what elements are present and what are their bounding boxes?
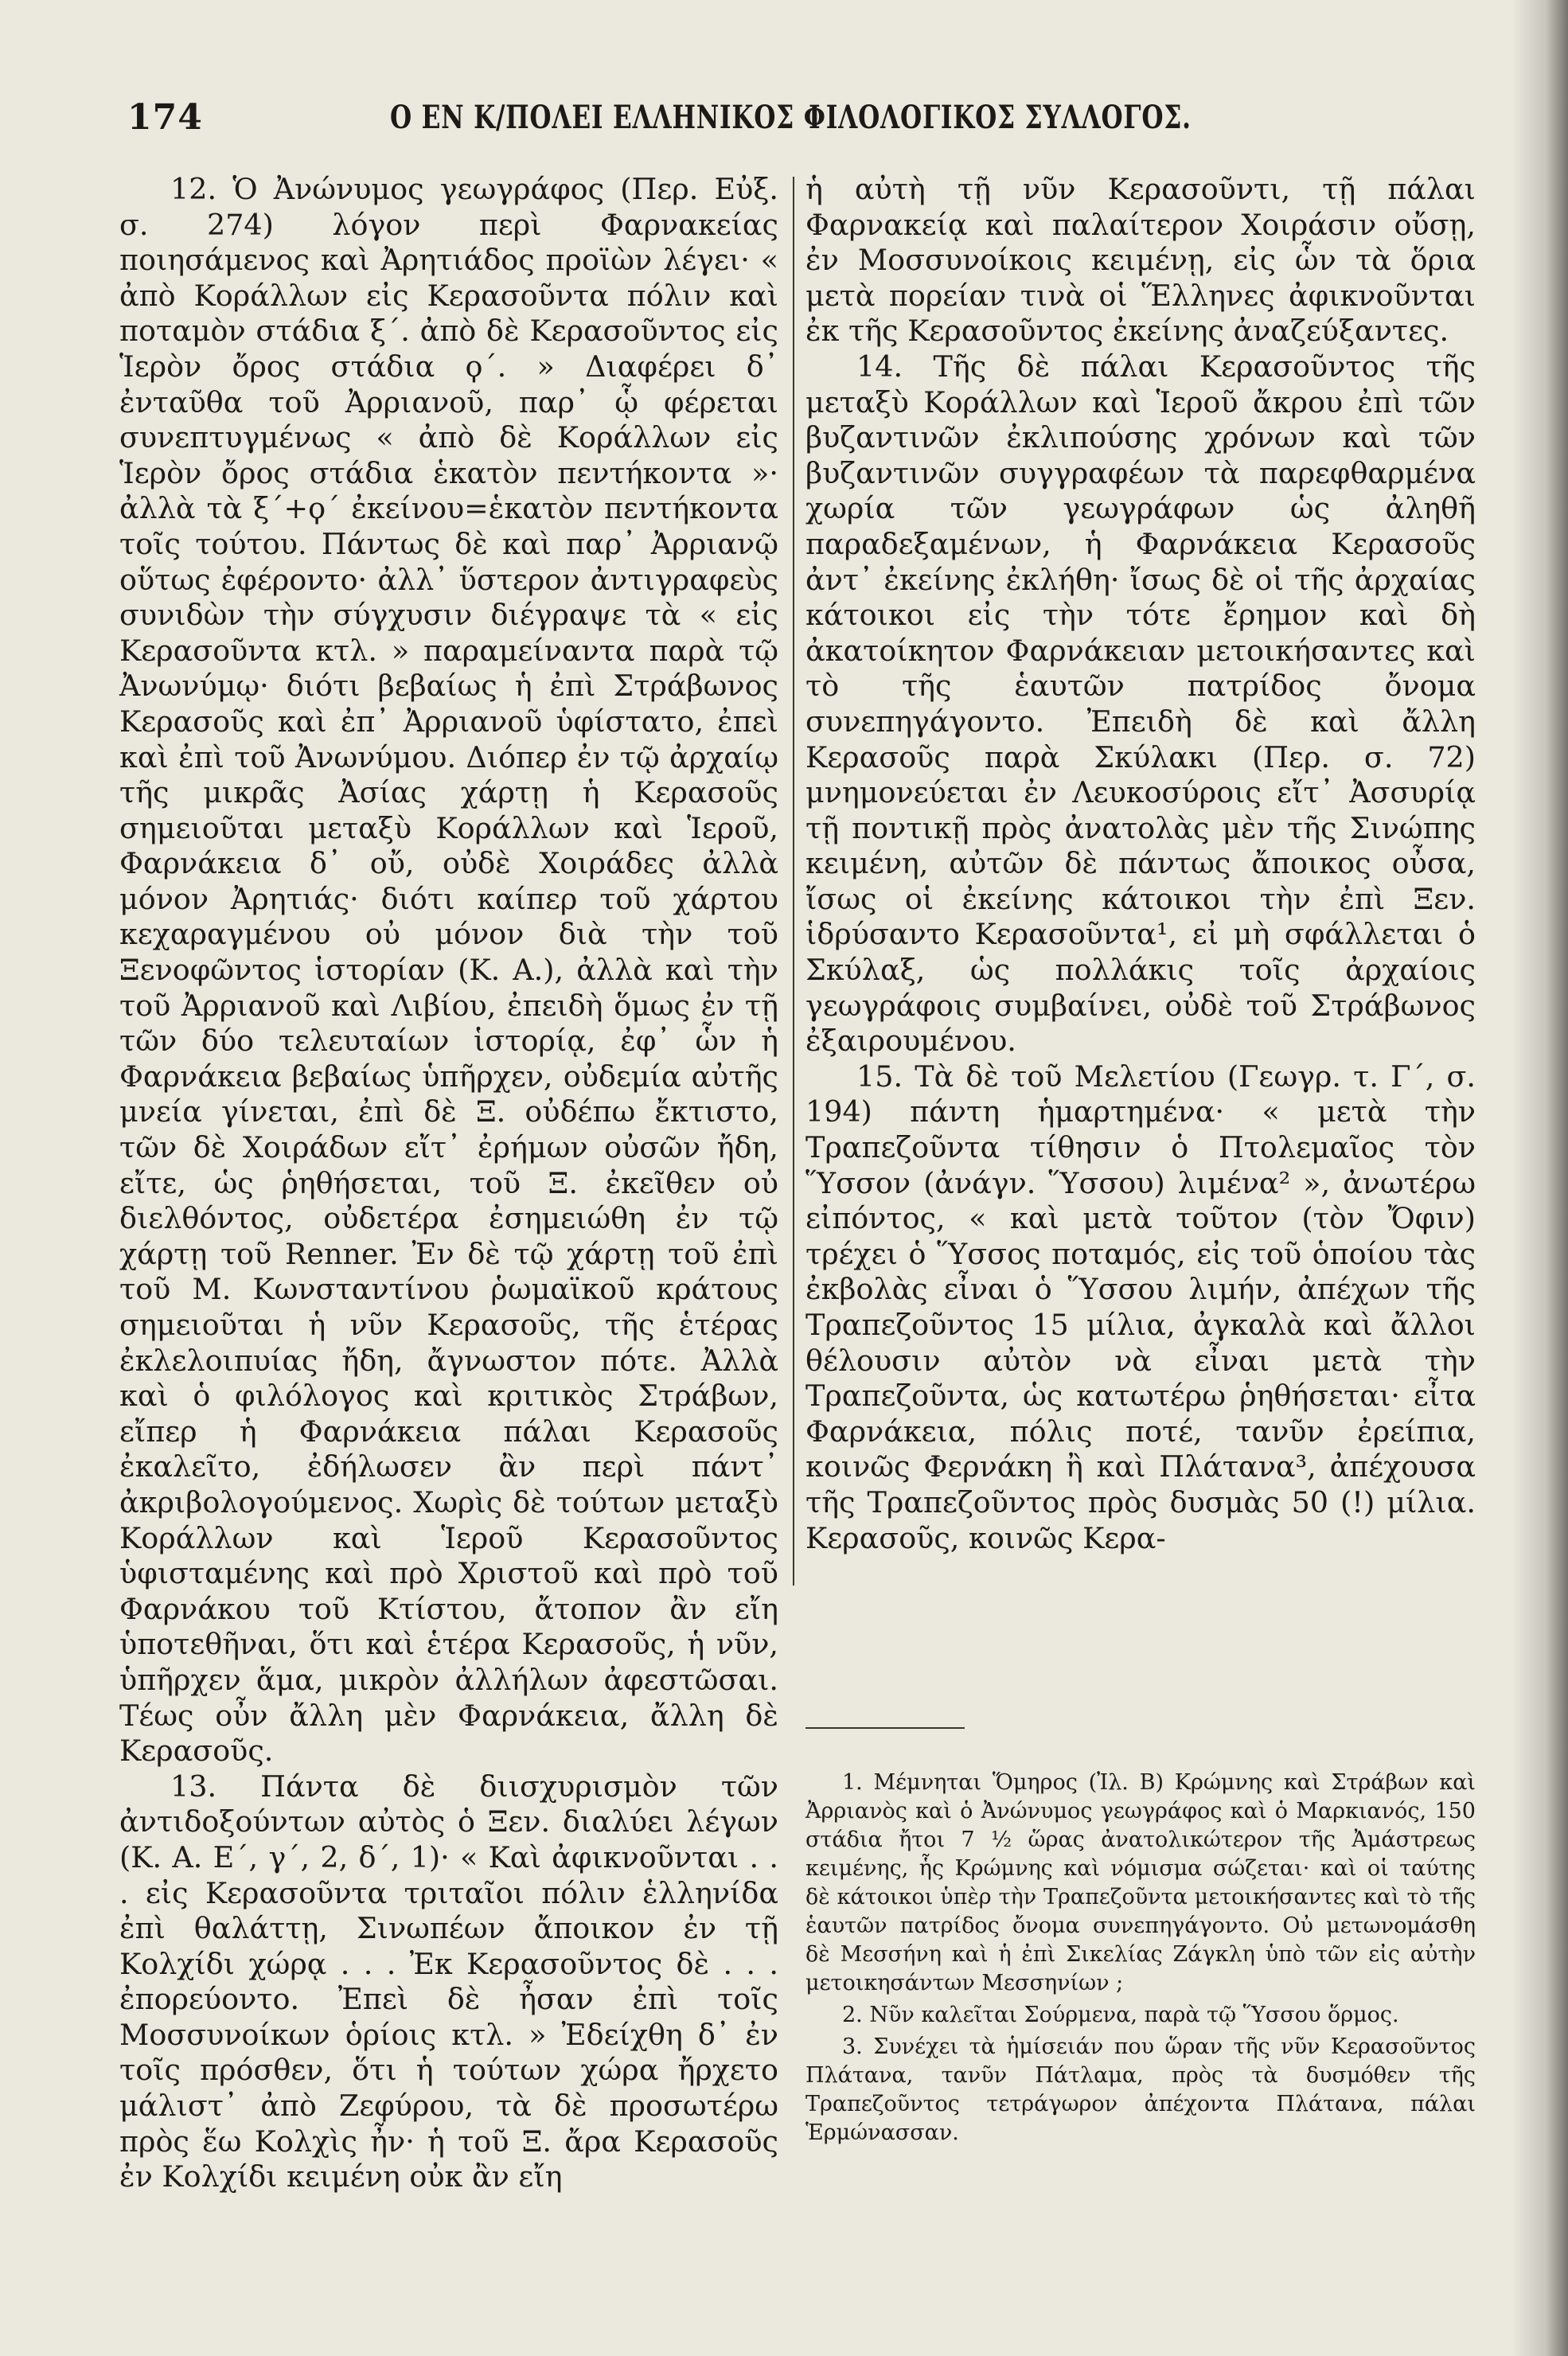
footnote-1: 1. Μέμνηται Ὅμηρος (Ἰλ. Β) Κρώμνης καὶ Στράβων καὶ Ἀρριανὸς καὶ ὁ Ἀνώνυμος γεωγράφος καὶ ὁ Μαρκιανός, 150 στάδια ἤτοι 7 ½ ὥρας ἀνατολικώτερον τῆς Ἀμάστρεως κειμένης, ἧς Κρώμνης καὶ νόμισμα σώζεται· καὶ οἱ ταύτης δὲ κάτοικοι ὑπὲρ τὴν Τραπεζοῦντα μετοικήσαντες καὶ τὸ τῆς ἑαυτῶν πατρίδος ὄνομα συνεπηγάγοντο. Οὐ μετωνομάσθη δὲ Μεσσήνη καὶ ἡ ἐπὶ Σικελίας Ζάγκλη ὑπὸ τῶν εἰς αὐτὴν μετοικησάντων Μεσσηνίων ; <box>805 1770 1476 1995</box>
section-13-paragraph: 13. Πάντα δὲ διισχυρισμὸν τῶν ἀντιδοξούντων αὐτὸς ὁ Ξεν. διαλύει λέγων (Κ. Α. Ε΄, γ΄, 2, δ΄, 1)· « Καὶ ἀφικνοῦνται . . . εἰς Κερασοῦντα τριταῖοι πόλιν ἑλληνίδα ἐπὶ θαλάττῃ, Σινωπέων ἄποικον ἐν τῇ Κολχίδι χώρᾳ . . . Ἐκ Κερασοῦντος δὲ . . . ἐπορεύοντο. Ἐπεὶ δὲ ἦσαν ἐπὶ τοῖς Μοσσυνοίκων ὁρίοις κτλ. » Ἐδείχθη δ᾽ ἐν τοῖς πρόσθεν, ὅτι ἡ τούτων χώρα ἤρχετο μάλιστ᾽ ἀπὸ Ζεφύρου, τὰ δὲ προσωτέρω πρὸς ἕω Κολχὶς ἦν· ἡ τοῦ Ξ. ἄρα Κερασοῦς ἐν Κολχίδι κειμένη οὐκ ἂν εἴη <box>119 1769 778 2194</box>
running-title: Ο ΕΝ Κ/ΠΟΛΕΙ ΕΛΛΗΝΙΚΟΣ ΦΙΛΟΛΟΓΙΚΟΣ ΣΥΛΛΟΓΟΣ. <box>390 99 1192 136</box>
section-15-paragraph: 15. Τὰ δὲ τοῦ Μελετίου (Γεωγρ. τ. Γ΄, σ. 194) πάντη ἡμαρτημένα· « μετὰ τὴν Τραπεζοῦντα τίθησιν ὁ Πτολεμαῖος τὸν Ὕσσον (ἀνάγν. Ὕσσου) λιμένα² », ἀνωτέρω εἰπόντος, « καὶ μετὰ τοῦτον (τὸν Ὄφιν) τρέχει ὁ Ὕσσος ποταμός, εἰς τοῦ ὁποίου τὰς ἐκβολὰς εἶναι ὁ Ὕσσου λιμήν, ἀπέχων τῆς Τραπεζοῦντος 15 μίλια, ἀγκαλὰ καὶ ἄλλοι θέλουσιν αὐτὸν νὰ εἶναι μετὰ τὴν Τραπεζοῦντα, ὡς κατωτέρω ῥηθήσεται· εἶτα Φαρνάκεια, πόλις ποτέ, τανῦν ἐρείπια, κοινῶς Φερνάκη ἢ καὶ Πλάτανα³, ἀπέχουσα τῆς Τραπεζοῦντος πρὸς δυσμὰς 50 (!) μίλια. Κερασοῦς, κοινῶς Κερα- <box>805 1059 1476 1555</box>
footnote-separator <box>805 1727 965 1729</box>
page-header <box>127 97 1480 145</box>
right-column <box>805 172 1476 1556</box>
left-column <box>119 172 778 2195</box>
column-divider <box>793 177 794 1586</box>
page-number: 174 <box>127 97 203 138</box>
section-12-paragraph: 12. Ὁ Ἀνώνυμος γεωγράφος (Περ. Εὐξ. σ. 274) λόγον περὶ Φαρνακείας ποιησάμενος καὶ Ἀρητιάδος προϊὼν λέγει· « ἀπὸ Κοράλλων εἰς Κερασοῦντα πόλιν καὶ ποταμὸν στάδια ξ΄. ἀπὸ δὲ Κερασοῦντος εἰς Ἱερὸν ὄρος στάδια ϙ΄. » Διαφέρει δ᾽ ἐνταῦθα τοῦ Ἀρριανοῦ, παρ᾽ ᾧ φέρεται συνεπτυγμένως « ἀπὸ δὲ Κοράλλων εἰς Ἱερὸν ὄρος στάδια ἑκατὸν πεντήκοντα »· ἀλλὰ τὰ ξ΄+ϙ΄ ἐκείνου=ἑκατὸν πεντήκοντα τοῖς τούτου. Πάντως δὲ καὶ παρ᾽ Ἀρριανῷ οὕτως ἐφέροντο· ἀλλ᾽ ὕστερον ἀντιγραφεὺς συνιδὼν τὴν σύγχυσιν διέγραψε τὰ « εἰς Κερασοῦντα κτλ. » παραμείναντα παρὰ τῷ Ἀνωνύμῳ· διότι βεβαίως ἡ ἐπὶ Στράβωνος Κερασοῦς καὶ ἐπ᾽ Ἀρριανοῦ ὑφίστατο, ἐπεὶ καὶ ἐπὶ τοῦ Ἀνωνύμου. Διόπερ ἐν τῷ ἀρχαίῳ τῆς μικρᾶς Ἀσίας χάρτῃ ἡ Κερασοῦς σημειοῦται μεταξὺ Κοράλλων καὶ Ἱεροῦ, Φαρνάκεια δ᾽ οὔ, οὐδὲ Χοιράδες ἀλλὰ μόνον Ἀρητιάς· διότι καίπερ τοῦ χάρτου κεχαραγμένου οὐ μόνον διὰ τὴν τοῦ Ξενοφῶντος ἱστορίαν (Κ. Α.), ἀλλὰ καὶ τὴν τοῦ Ἀρριανοῦ καὶ Λιβίου, ἐπειδὴ ὅμως ἐν τῇ τῶν δύο τελευταίων ἱστορίᾳ, ἐφ᾽ ὧν ἡ Φαρνάκεια βεβαίως ὑπῆρχεν, οὐδεμία αὐτῆς μνεία γίνεται, ἐπὶ δὲ Ξ. οὐδέπω ἔκτιστο, τῶν δὲ Χοιράδων εἴτ᾽ ἐρήμων οὐσῶν ἤδη, εἴτε, ὡς ῥηθήσεται, τοῦ Ξ. ἐκεῖθεν οὐ διελθόντος, οὐδετέρα ἐσημειώθη ἐν τῷ χάρτῃ τοῦ Renner. Ἐν δὲ τῷ χάρτῃ τοῦ ἐπὶ τοῦ Μ. Κωνσταντίνου ῥωμαϊκοῦ κράτους σημειοῦται ἡ νῦν Κερασοῦς, τῆς ἑτέρας ἐκλελοιπυίας ἤδη, ἄγνωστον πότε. Ἀλλὰ καὶ ὁ φιλόλογος καὶ κριτικὸς Στράβων, εἴπερ ἡ Φαρνάκεια πάλαι Κερασοῦς ἐκαλεῖτο, ἐδήλωσεν ἂν περὶ πάντ᾽ ἀκριβολογούμενος. Χωρὶς δὲ τούτων μεταξὺ Κοράλλων καὶ Ἱεροῦ Κερασοῦντος ὑφισταμένης καὶ πρὸ Χριστοῦ καὶ πρὸ τοῦ Φαρνάκου τοῦ Κτίστου, ἄτοπον ἂν εἴη ὑποτεθῆναι, ὅτι καὶ ἑτέρα Κερασοῦς, ἡ νῦν, ὑπῆρχεν ἅμα, μικρὸν ἀλλήλων ἀφεστῶσαι. Τέως οὖν ἄλλη μὲν Φαρνάκεια, ἄλλη δὲ Κερασοῦς. <box>119 172 778 1769</box>
footnote-3: 3. Συνέχει τὰ ἡμίσειάν που ὥραν τῆς νῦν Κερασοῦντος Πλάτανα, τανῦν Πάτλαμα, πρὸς τὰ δυσμόθεν τῆς Τραπεζοῦντος τετράγωρον ἀπέχοντα Πλάτανα, πάλαι Ἑρμώνασσαν. <box>805 2034 1476 2145</box>
footnotes <box>805 1769 1476 2151</box>
footnote-2: 2. Νῦν καλεῖται Σούρμενα, παρὰ τῷ Ὕσσου ὅρμος. <box>842 2003 1399 2027</box>
section-14-paragraph: 14. Τῆς δὲ πάλαι Κερασοῦντος τῆς μεταξὺ Κοράλλων καὶ Ἱεροῦ ἄκρου ἐπὶ τῶν βυζαντινῶν ἐκλιπούσης χρόνων καὶ τῶν βυζαντινῶν συγγραφέων τὰ παρεφθαρμένα χωρία τῶν γεωγράφων ὡς ἀληθῆ παραδεξαμένων, ἡ Φαρνάκεια Κερασοῦς ἀντ᾽ ἐκείνης ἐκλήθη· ἴσως δὲ οἱ τῆς ἀρχαίας κάτοικοι εἰς τὴν τότε ἔρημον καὶ δὴ ἀκατοίκητον Φαρνάκειαν μετοικήσαντες καὶ τὸ τῆς ἑαυτῶν πατρίδος ὄνομα συνεπηγάγοντο. Ἐπειδὴ δὲ καὶ ἄλλη Κερασοῦς παρὰ Σκύλακι (Περ. σ. 72) μνημονεύεται ἐν Λευκοσύροις εἴτ᾽ Ἀσσυρίᾳ τῇ ποντικῇ πρὸς ἀνατολὰς μὲν τῆς Σινώπης κειμένη, αὐτῶν δὲ πάντως ἄποικος οὖσα, ἴσως οἱ ἐκείνης κάτοικοι τὴν ἐπὶ Ξεν. ἱδρύσαντο Κερασοῦντα¹, εἰ μὴ σφάλλεται ὁ Σκύλαξ, ὡς πολλάκις τοῖς ἀρχαίοις γεωγράφοις συμβαίνει, οὐδὲ τοῦ Στράβωνος ἐξαιρουμένου. <box>805 349 1476 1059</box>
continued-paragraph: ἡ αὐτὴ τῇ νῦν Κερασοῦντι, τῇ πάλαι Φαρνακείᾳ καὶ παλαίτερον Χοιράσιν οὔσῃ, ἐν Μοσσυνοίκοις κειμένῃ, εἰς ὧν τὰ ὅρια μετὰ πορείαν τινὰ οἱ Ἕλληνες ἀφικνοῦνται ἐκ τῆς Κερασοῦντος ἐκείνης ἀναζεύξαντες. <box>805 172 1476 349</box>
